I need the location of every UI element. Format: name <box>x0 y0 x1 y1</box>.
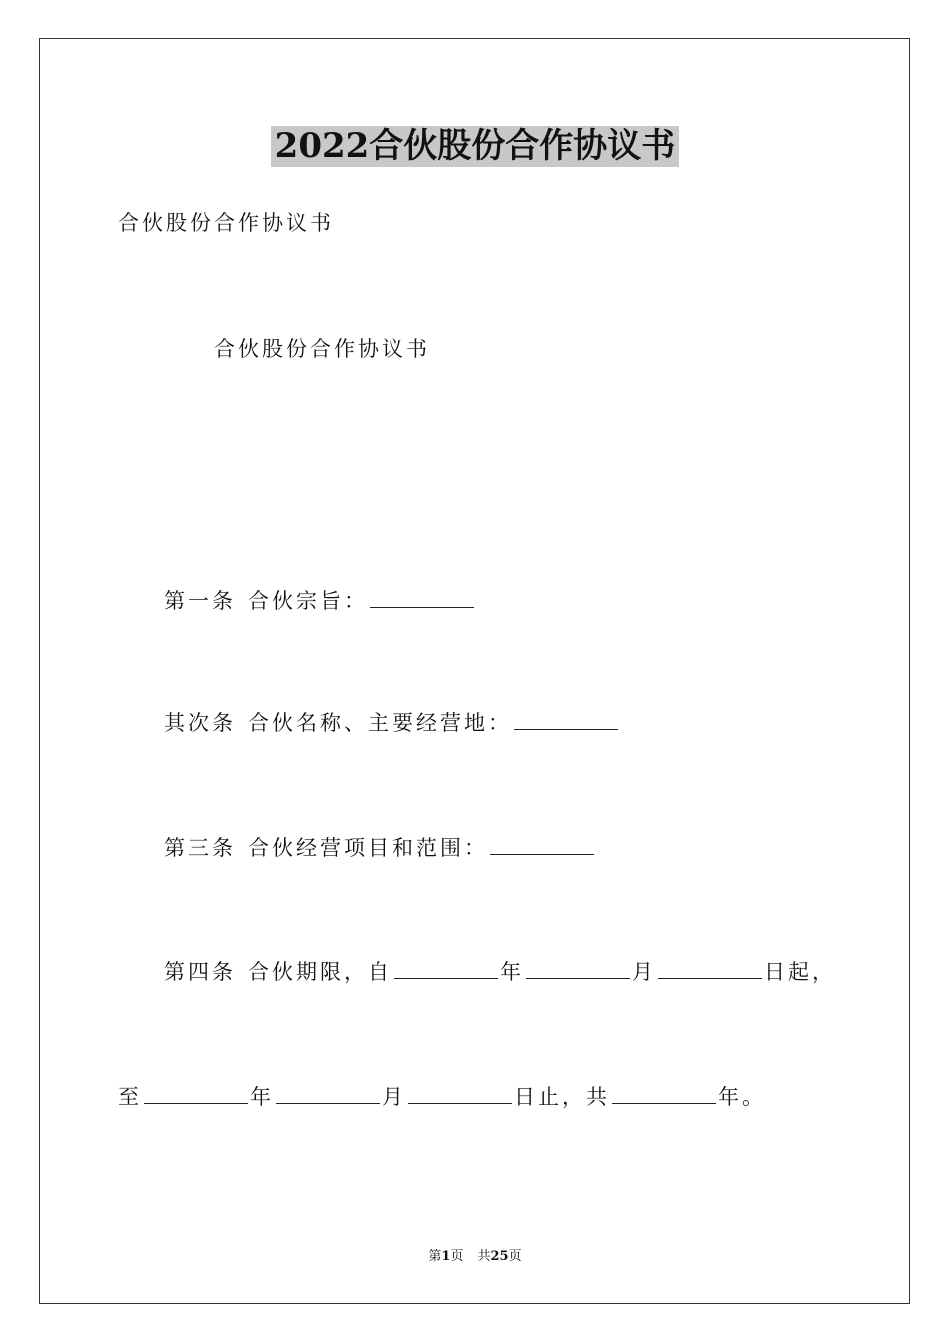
blank-field <box>394 960 498 979</box>
article-4-continued <box>118 1085 766 1108</box>
blank-field <box>658 960 762 979</box>
article-1-number: 第一条 <box>164 589 236 613</box>
footer-page-current: 1 <box>441 1249 451 1264</box>
footer-total-prefix: 共 <box>477 1249 491 1264</box>
blank-field <box>370 589 474 608</box>
article-4-number: 第四条 <box>164 960 236 984</box>
footer-page-suffix: 页 <box>450 1249 464 1264</box>
blank-field <box>144 1085 248 1104</box>
document-title <box>0 126 950 167</box>
article-1 <box>164 589 476 612</box>
article-3-number: 第三条 <box>164 836 236 860</box>
year-label: 年 <box>250 1085 274 1109</box>
to-label: 至 <box>118 1085 142 1109</box>
blank-field <box>612 1085 716 1104</box>
blank-field <box>526 960 630 979</box>
blank-field <box>514 711 618 730</box>
footer-page-prefix: 第 <box>428 1249 442 1264</box>
blank-field <box>408 1085 512 1104</box>
blank-field <box>276 1085 380 1104</box>
article-2 <box>164 711 620 734</box>
article-4 <box>164 960 836 983</box>
article-2-text: 合伙名称、主要经营地： <box>248 711 512 735</box>
subtitle-left: 合伙股份合作协议书 <box>118 211 334 235</box>
document-title-text: 2022合伙股份合作协议书 <box>271 126 680 167</box>
page-footer <box>0 1250 950 1263</box>
article-2-number: 其次条 <box>164 711 236 735</box>
article-1-text: 合伙宗旨： <box>248 589 368 613</box>
subtitle-indented: 合伙股份合作协议书 <box>214 337 430 361</box>
day-start-label: 日起， <box>764 960 836 984</box>
article-3 <box>164 836 596 859</box>
footer-page-total: 25 <box>490 1249 509 1264</box>
years-end-label: 年。 <box>718 1085 766 1109</box>
year-label: 年 <box>500 960 524 984</box>
article-4-text: 合伙期限，自 <box>248 960 392 984</box>
day-end-label: 日止，共 <box>514 1085 610 1109</box>
blank-field <box>490 836 594 855</box>
month-label: 月 <box>382 1085 406 1109</box>
footer-total-suffix: 页 <box>508 1249 522 1264</box>
month-label: 月 <box>632 960 656 984</box>
article-3-text: 合伙经营项目和范围： <box>248 836 488 860</box>
